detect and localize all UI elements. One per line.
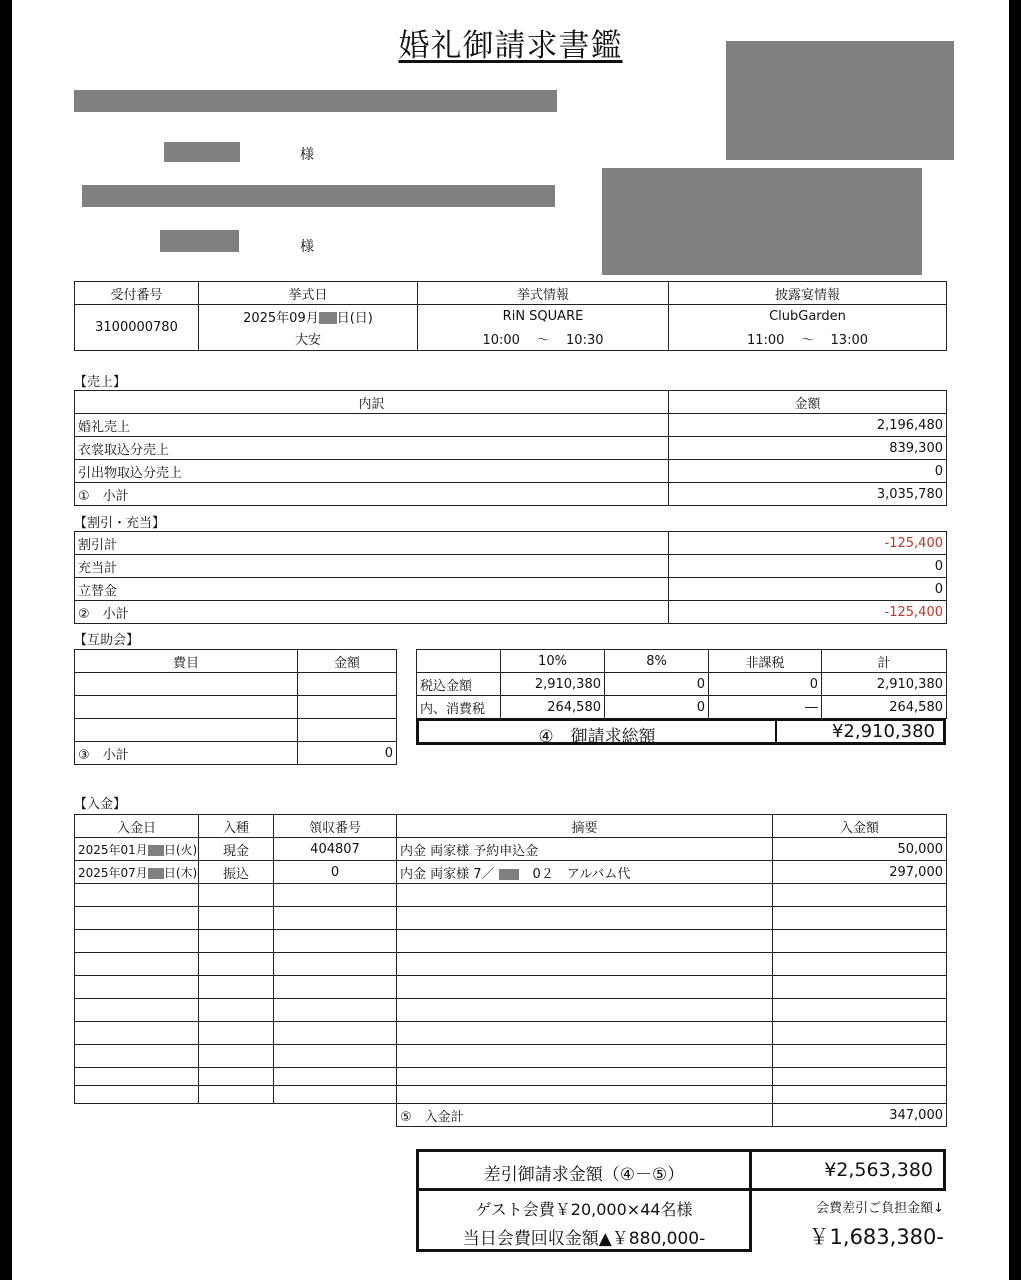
mutual-empty-cell [75, 696, 298, 719]
header-cell: 入種 [199, 815, 274, 838]
discount-row-amount: 0 [669, 555, 947, 578]
payments-section-label: 【入金】 [74, 797, 127, 812]
redacted-block [82, 185, 555, 207]
mutual-empty-cell [75, 719, 298, 742]
header-cell: 披露宴情報 [669, 282, 947, 305]
sales-row-label: 引出物取込分売上 [75, 460, 669, 483]
sales-section-label: 【売上】 [74, 375, 127, 390]
discount-section-label: 【割引・充当】 [74, 516, 166, 531]
header-cell: 入金額 [773, 815, 947, 838]
mutual-empty-cell [298, 673, 397, 696]
header-cell: 費目 [75, 650, 298, 673]
mutual-subtotal-label: ③ 小計 [75, 742, 298, 765]
redacted-name [160, 230, 239, 252]
redacted-day [148, 868, 164, 879]
redacted-block [602, 168, 922, 275]
redacted-text [499, 869, 519, 880]
grand-total-label: ④ 御請求総額 [538, 727, 656, 747]
balance-amount-box [749, 1149, 946, 1191]
balance-label-box [416, 1149, 752, 1191]
tax-cell: 264,580 [501, 696, 605, 719]
mutual-subtotal-amount: 0 [298, 742, 397, 765]
tax-cell: 2,910,380 [822, 673, 947, 696]
header-cell: 金額 [298, 650, 397, 673]
payment-date: 2025年01月 日(火) [75, 838, 199, 861]
sales-row-label: 衣裳取込分売上 [75, 437, 669, 460]
header-cell: 領収番号 [274, 815, 397, 838]
discount-row-label: 立替金 [75, 578, 669, 601]
balance-amount: ¥2,563,380 [824, 1159, 933, 1181]
tax-cell: 264,580 [822, 696, 947, 719]
tax-row-label: 税込金額 [417, 673, 501, 696]
payment-type: 振込 [199, 861, 274, 884]
payment-type: 現金 [199, 838, 274, 861]
grand-total-amount: ¥2,910,380 [831, 721, 935, 742]
reception-number: 3100000780 [75, 305, 199, 351]
sales-subtotal-label: ① 小計 [75, 483, 669, 506]
payment-memo: 内金 両家様 予約申込金 [397, 838, 773, 861]
header-cell: 8% [605, 650, 709, 673]
table-row [75, 838, 947, 861]
header-cell: 挙式日 [199, 282, 418, 305]
discount-row-label: 割引計 [75, 532, 669, 555]
discount-row-amount: 0 [669, 578, 947, 601]
header-cell: 内訳 [75, 391, 669, 414]
rokuyo: 大安 [199, 328, 418, 351]
mutual-empty-cell [298, 719, 397, 742]
payment-date: 2025年07月 日(木) [75, 861, 199, 884]
mutual-section-label: 【互助会】 [74, 633, 140, 648]
tax-row-label: 内、消費税 [417, 696, 501, 719]
discount-row-label: 充当計 [75, 555, 669, 578]
table-row [75, 861, 947, 884]
collected-amount: 当日会費回収金額▲￥880,000- [462, 1229, 706, 1249]
payment-amount: 50,000 [773, 838, 947, 861]
sales-row-amount: 0 [669, 460, 947, 483]
guest-fee-box [416, 1188, 752, 1252]
guest-fee: ゲスト会費￥20,000×44名様 [475, 1200, 693, 1219]
tax-cell: ― [709, 696, 822, 719]
sales-row-amount: 839,300 [669, 437, 947, 460]
payment-memo: 内金 両家様 7／ 0２ アルバム代 [397, 861, 773, 884]
header-cell: 挙式情報 [418, 282, 669, 305]
tax-cell: 0 [605, 673, 709, 696]
header-cell: 計 [822, 650, 947, 673]
header-cell [417, 650, 501, 673]
tax-cell: 0 [709, 673, 822, 696]
reception-venue: ClubGarden [669, 305, 947, 328]
tax-cell: 0 [605, 696, 709, 719]
burden-label: 会費差引ご負担金額↓ [816, 1201, 944, 1216]
mutual-table [74, 649, 397, 765]
invoice-page [12, 0, 1009, 1280]
grand-total-box [416, 718, 946, 745]
receipt-number: 0 [274, 861, 397, 884]
honorific: 様 [300, 147, 314, 163]
sales-row-amount: 2,196,480 [669, 414, 947, 437]
discount-subtotal-amount: -125,400 [669, 601, 947, 624]
reception-time: 11:00 ～ 13:00 [669, 328, 947, 351]
ceremony-venue: RiN SQUARE [418, 305, 669, 328]
payment-amount: 297,000 [773, 861, 947, 884]
discount-subtotal-label: ② 小計 [75, 601, 669, 624]
page-title: 婚礼御請求書鑑 [398, 28, 623, 64]
ceremony-date: 2025年09月 日(日) [199, 305, 418, 328]
header-cell: 金額 [669, 391, 947, 414]
redacted-name [164, 142, 240, 162]
mutual-empty-cell [75, 673, 298, 696]
payment-total-label: ⑤ 入金計 [397, 1104, 773, 1127]
sales-table [74, 390, 947, 506]
tax-table [416, 649, 947, 719]
ceremony-info-table [74, 281, 947, 351]
payment-total-amount: 347,000 [773, 1104, 947, 1127]
header-cell: 入金日 [75, 815, 199, 838]
redacted-day [148, 845, 164, 856]
mutual-empty-cell [298, 696, 397, 719]
header-cell: 10% [501, 650, 605, 673]
sales-row-label: 婚礼売上 [75, 414, 669, 437]
divider [775, 721, 777, 742]
redacted-day [319, 312, 337, 324]
ceremony-time: 10:00 ～ 10:30 [418, 328, 669, 351]
header-cell: 摘要 [397, 815, 773, 838]
payments-table [74, 814, 947, 1127]
discount-table [74, 531, 947, 624]
discount-row-amount: -125,400 [669, 532, 947, 555]
honorific: 様 [300, 239, 314, 255]
receipt-number: 404807 [274, 838, 397, 861]
balance-label: 差引御請求金額（④－⑤） [483, 1165, 685, 1185]
tax-cell: 2,910,380 [501, 673, 605, 696]
sales-subtotal-amount: 3,035,780 [669, 483, 947, 506]
redacted-block [726, 41, 954, 160]
header-cell: 非課税 [709, 650, 822, 673]
burden-amount: ￥1,683,380- [808, 1225, 944, 1249]
header-cell: 受付番号 [75, 282, 199, 305]
redacted-block [74, 90, 557, 112]
